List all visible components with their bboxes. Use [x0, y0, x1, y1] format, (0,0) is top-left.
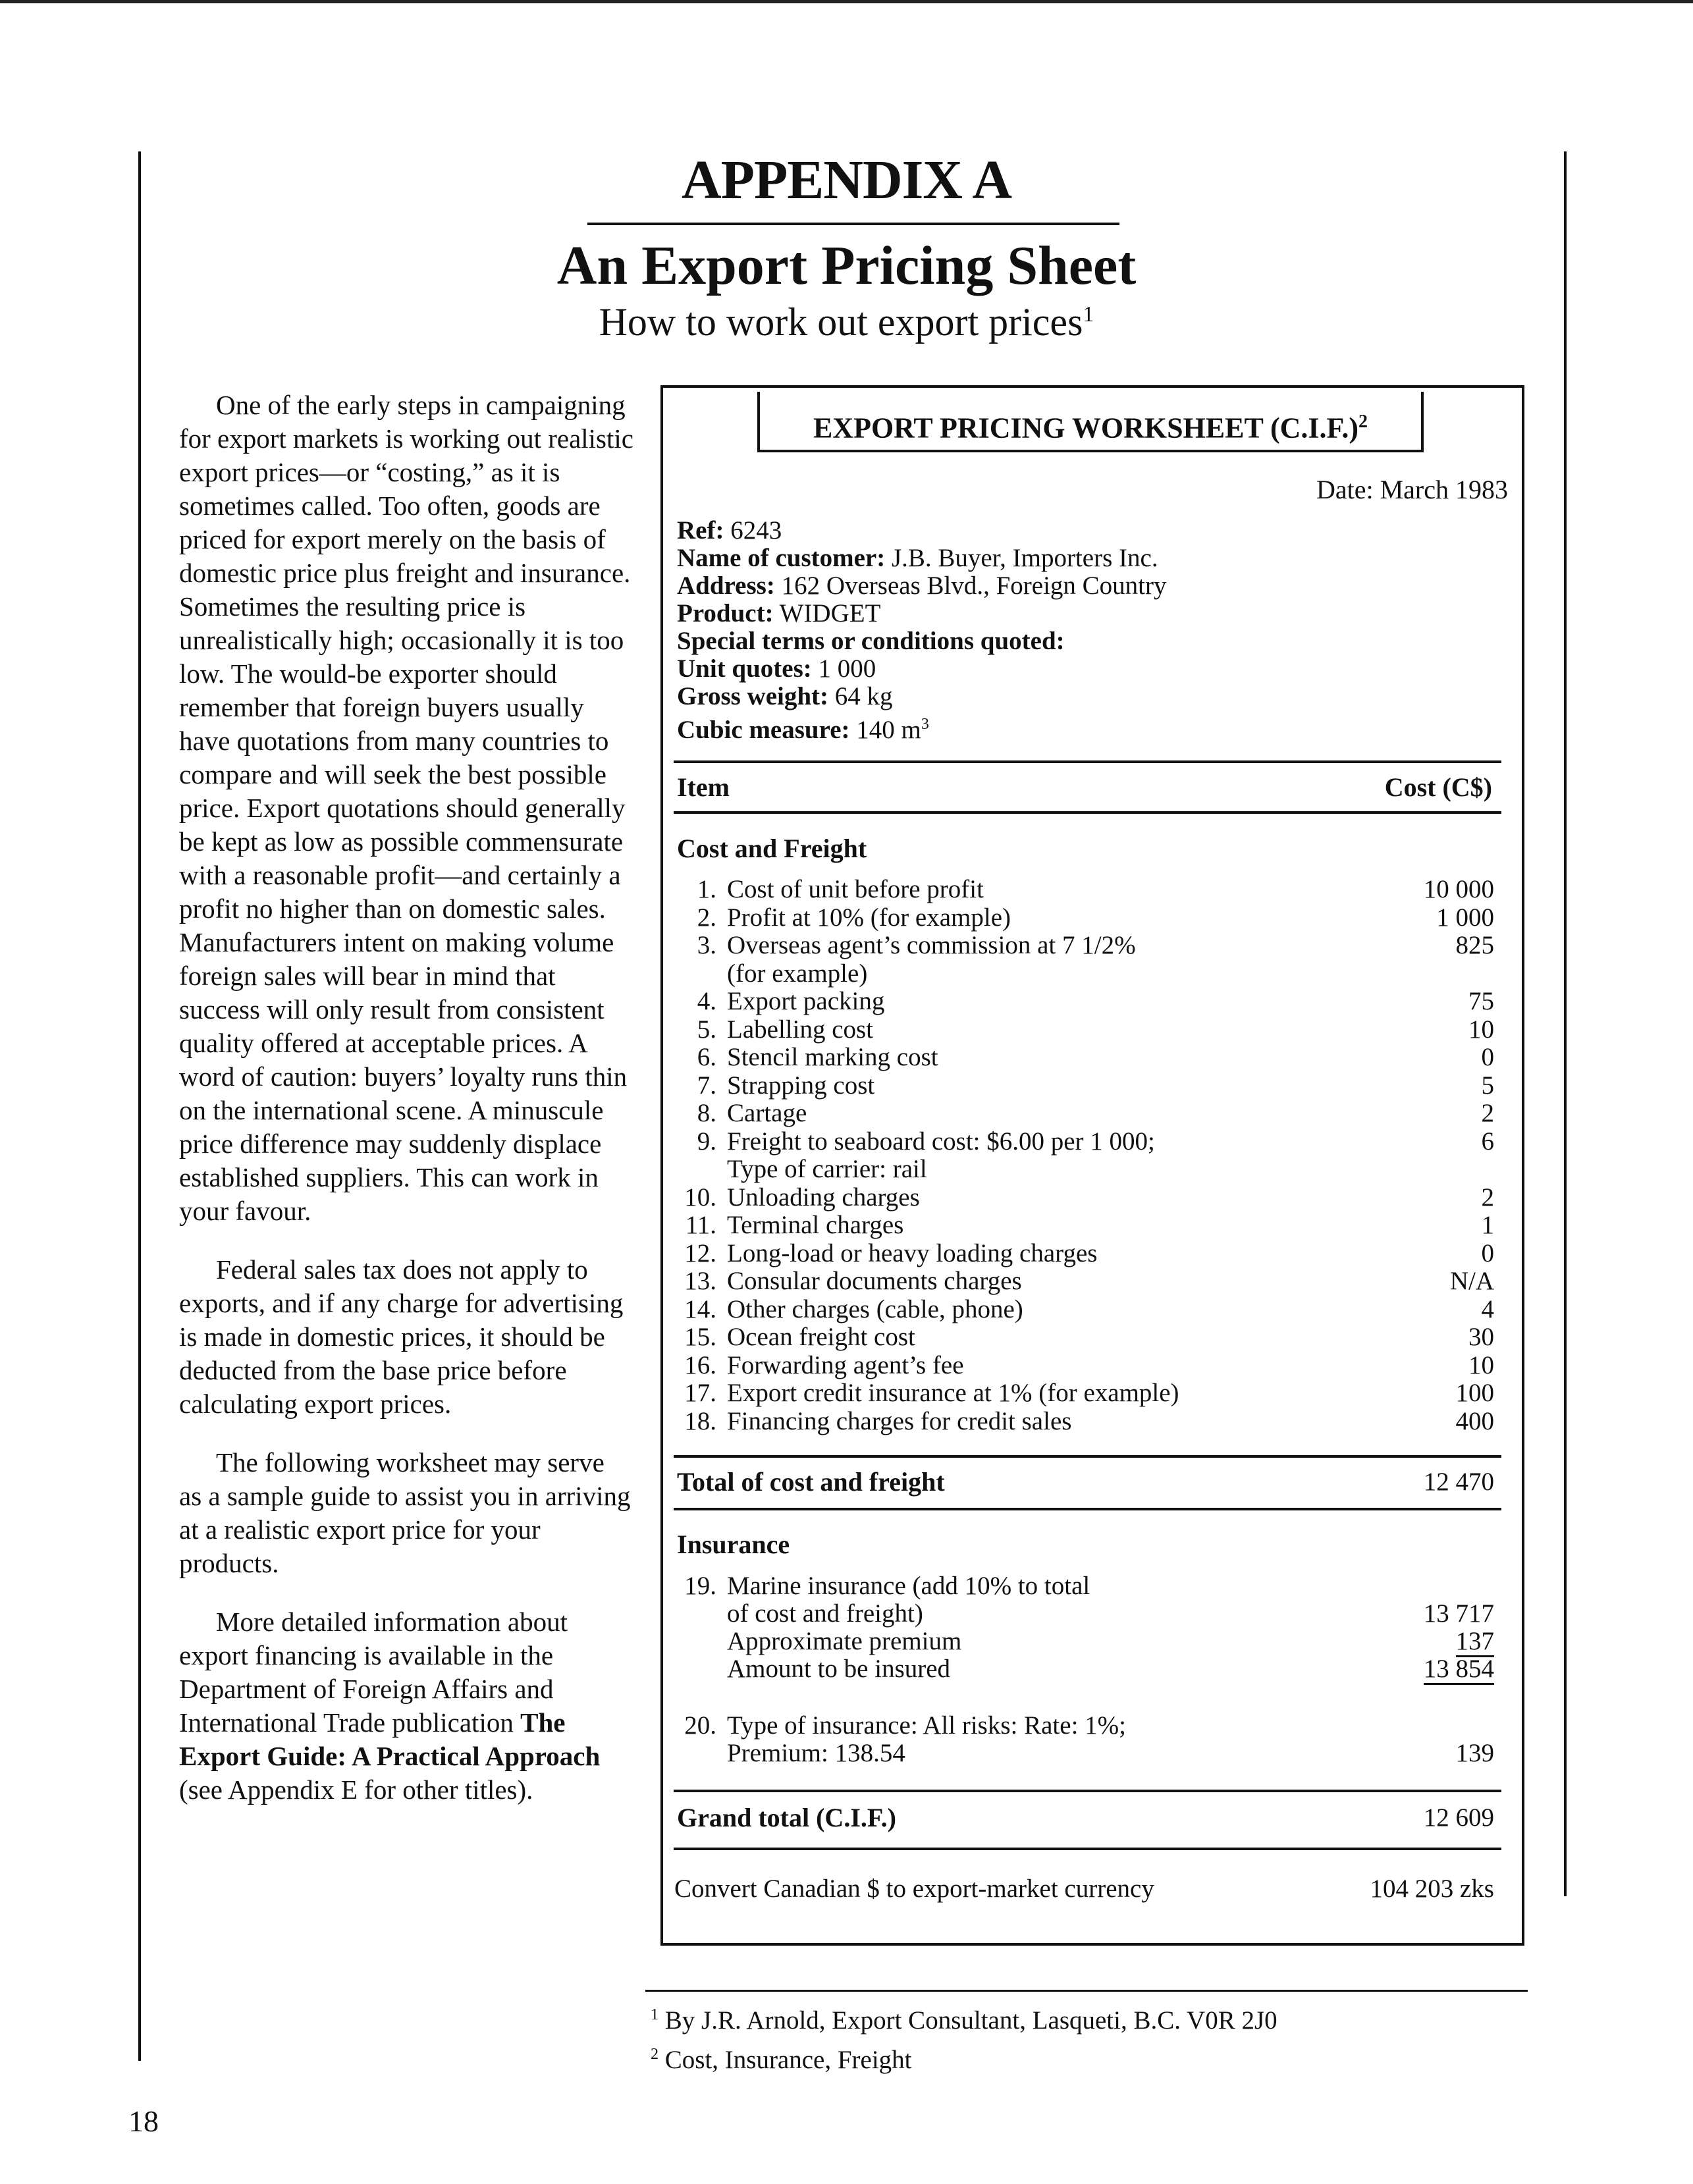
worksheet-date: Date: March 1983 [1316, 475, 1508, 504]
item-number: 9. [697, 1127, 716, 1156]
item-label: Cost of unit before profit [727, 875, 984, 903]
item-number: 2. [697, 903, 716, 932]
item-value: 2 [1481, 1099, 1494, 1127]
item-value: 0 [1481, 1043, 1494, 1071]
item-value: 75 [1468, 987, 1494, 1015]
item-value: 5 [1481, 1071, 1494, 1100]
item-label: Financing charges for credit sales [727, 1406, 1072, 1435]
intro-paragraph-3: The following worksheet may serve as a sample guide to assist you in arriving at a realistic export price for your products. [179, 1447, 631, 1578]
left-margin-rule [138, 151, 141, 2061]
item-label: Long-load or heavy loading charges [727, 1238, 1098, 1267]
item-value: 825 [1455, 931, 1494, 959]
field-value: WIDGET [773, 599, 881, 627]
item-label: Labelling cost [727, 1015, 874, 1044]
item-label: of cost and freight) [727, 1599, 923, 1628]
column-item-header: Item [677, 772, 730, 802]
footnote-2 [651, 2035, 912, 2080]
field-exponent: 3 [921, 716, 929, 733]
worksheet-fields [677, 517, 1507, 744]
item-value: 139 [1455, 1739, 1494, 1767]
total-top-rule [674, 1455, 1501, 1458]
right-margin-rule [1564, 151, 1567, 1896]
item-label: Marine insurance (add 10% to total [727, 1572, 1090, 1600]
item-value: 13 854 [1424, 1655, 1494, 1685]
worksheet-title [757, 392, 1424, 452]
item-value: 30 [1468, 1323, 1494, 1351]
field-customer [677, 545, 1507, 572]
subtitle-text: How to work out export prices [599, 300, 1083, 344]
intro-text-column [179, 388, 633, 1832]
export-guide-title: The Export Guide: A Practical Approach [179, 1707, 601, 1771]
item-number: 6. [697, 1043, 716, 1071]
item-number: 5. [697, 1015, 716, 1044]
page-number: 18 [128, 2104, 159, 2138]
item-number: 1. [697, 875, 716, 903]
table-header-top-rule [674, 760, 1501, 763]
field-value: 6243 [724, 516, 782, 545]
item-value: 0 [1481, 1238, 1494, 1267]
item-value: 13 717 [1423, 1599, 1494, 1628]
intro-paragraph-4-text: More detailed information about export financing is available in the Department of Foreign Affairs and International Trade publication [179, 1607, 568, 1738]
item-value: 100 [1455, 1379, 1494, 1407]
item-label: Export credit insurance at 1% (for example) [727, 1379, 1179, 1407]
field-cubic-measure [677, 710, 1507, 744]
item-number: 16. [684, 1350, 716, 1379]
field-label: Cubic measure: [677, 716, 850, 744]
item-value: 2 [1481, 1183, 1494, 1212]
grand-total-bottom-rule [674, 1848, 1501, 1850]
item-value: 137 [1456, 1628, 1495, 1657]
item-number: 14. [684, 1294, 716, 1323]
footnote-divider [645, 1990, 1528, 1992]
top-border [0, 0, 1693, 3]
item-number: 13. [684, 1267, 716, 1295]
convert-currency-value: 104 203 zks [1370, 1875, 1494, 1903]
item-label: Export packing [727, 987, 885, 1015]
item-number: 8. [697, 1099, 716, 1127]
item-value: 400 [1455, 1406, 1494, 1435]
item-label: Approximate premium [727, 1627, 962, 1655]
item-value: N/A [1449, 1267, 1494, 1295]
item-number: 7. [697, 1071, 716, 1100]
field-label: Unit quotes: [677, 654, 812, 683]
field-value: 140 m [849, 716, 921, 744]
item-label: Type of insurance: All risks: Rate: 1%; [727, 1711, 1126, 1740]
item-value: 10 000 [1423, 875, 1494, 903]
field-label: Address: [677, 572, 775, 600]
item-number: 20. [684, 1711, 716, 1740]
item-label: Cartage [727, 1099, 807, 1127]
page-subtitle [0, 300, 1693, 345]
item-label-continued: (for example) [727, 959, 868, 988]
intro-paragraph-2: Federal sales tax does not apply to exports, and if any charge for advertising is made in domestic prices, it should be deducted from the base price before calculating export prices. [179, 1254, 624, 1419]
column-cost-header: Cost (C$) [1384, 772, 1492, 802]
item-number: 15. [684, 1323, 716, 1351]
item-number: 3. [697, 931, 716, 959]
item-label-continued: Type of carrier: rail [727, 1155, 927, 1183]
item-label: Premium: 138.54 [727, 1739, 905, 1767]
grand-total-label: Grand total (C.I.F.) [677, 1803, 896, 1832]
total-cost-freight-value: 12 470 [1423, 1468, 1494, 1496]
total-cost-freight-label: Total of cost and freight [677, 1467, 945, 1497]
item-number: 19. [684, 1572, 716, 1600]
field-special-terms [677, 627, 1507, 655]
intro-paragraph-1: One of the early steps in campaigning for export markets is working out realistic export prices—or “costing,” as it is sometimes called. Too often, goods are priced for export merely on the basis of domestic price plus freight and insurance. Sometimes the resulting price is unrealistically high; occasionally it is too low. The would-be exporter should remember that foreign buyers usually have quotations from many countries to compare and will seek the best possible price. Export quotations should generally be kept as low as possible commensurate with a reasonable profit—and certainly a profit no higher than on domestic sales. Manufacturers intent on making volume foreign sales will bear in mind that success will only result from consistent quality offered at acceptable prices. A word of caution: buyers’ loyalty runs thin on the international scene. A minuscule price difference may suddenly displace established suppliers. This can work in your favour. [179, 390, 633, 1226]
field-label: Gross weight: [677, 682, 829, 710]
field-address [677, 572, 1507, 600]
page-title: An Export Pricing Sheet [556, 235, 1137, 296]
field-label: Product: [677, 599, 774, 627]
grand-total-value: 12 609 [1423, 1803, 1494, 1832]
footnote-mark: 1 [651, 2006, 658, 2023]
item-value: 6 [1481, 1127, 1494, 1156]
item-label: Other charges (cable, phone) [727, 1294, 1023, 1323]
item-label: Freight to seaboard cost: $6.00 per 1 000; [727, 1127, 1155, 1156]
grand-total-top-rule [674, 1790, 1501, 1792]
field-ref [677, 517, 1507, 545]
field-label: Name of customer: [677, 544, 886, 572]
item-label: Terminal charges [727, 1211, 904, 1239]
item-label: Forwarding agent’s fee [727, 1350, 964, 1379]
intro-paragraph-4 [179, 1605, 633, 1807]
total-bottom-rule [674, 1508, 1501, 1510]
section-cost-and-freight: Cost and Freight [677, 834, 867, 863]
field-unit-quotes [677, 655, 1507, 683]
footnote-text: Cost, Insurance, Freight [658, 2046, 912, 2074]
field-value: J.B. Buyer, Importers Inc. [885, 544, 1158, 572]
item-number: 11. [685, 1211, 716, 1239]
subtitle-footnote-mark: 1 [1083, 302, 1094, 327]
footnote-mark: 2 [651, 2046, 658, 2063]
item-label: Consular documents charges [727, 1267, 1022, 1295]
table-header-bottom-rule [674, 811, 1501, 814]
field-value: 64 kg [828, 682, 893, 710]
item-number: 17. [684, 1379, 716, 1407]
field-value: 162 Overseas Blvd., Foreign Country [774, 572, 1167, 600]
footnote-1 [651, 1995, 1277, 2040]
field-gross-weight [677, 683, 1507, 710]
field-value: 1 000 [811, 654, 876, 683]
item-label: Ocean freight cost [727, 1323, 915, 1351]
worksheet-title-footnote-mark: 2 [1358, 412, 1368, 432]
item-number: 18. [684, 1406, 716, 1435]
title-divider [587, 223, 1119, 225]
item-value: 1 [1481, 1211, 1494, 1239]
item-value: 10 [1468, 1350, 1494, 1379]
item-value: 4 [1481, 1294, 1494, 1323]
item-label: Stencil marking cost [727, 1043, 938, 1071]
worksheet-title-text: EXPORT PRICING WORKSHEET (C.I.F.) [813, 412, 1359, 444]
section-insurance: Insurance [677, 1530, 790, 1559]
footnote-text: By J.R. Arnold, Export Consultant, Lasqueti, B.C. V0R 2J0 [658, 2006, 1277, 2035]
item-label: Amount to be insured [727, 1655, 951, 1683]
item-value: 10 [1468, 1015, 1494, 1044]
item-value: 1 000 [1436, 903, 1494, 932]
item-number: 4. [697, 987, 716, 1015]
item-label: Profit at 10% (for example) [727, 903, 1011, 932]
item-label: Unloading charges [727, 1183, 920, 1212]
item-number: 12. [684, 1238, 716, 1267]
intro-paragraph-4-end: (see Appendix E for other titles). [179, 1774, 533, 1805]
item-number: 10. [684, 1183, 716, 1212]
item-label: Overseas agent’s commission at 7 1/2% [727, 931, 1136, 959]
field-label: Special terms or conditions quoted: [677, 627, 1065, 655]
field-label: Ref: [677, 516, 724, 545]
item-label: Strapping cost [727, 1071, 875, 1100]
appendix-heading: APPENDIX A [681, 149, 1011, 211]
convert-currency-label: Convert Canadian $ to export-market currency [674, 1875, 1154, 1903]
field-product [677, 600, 1507, 627]
